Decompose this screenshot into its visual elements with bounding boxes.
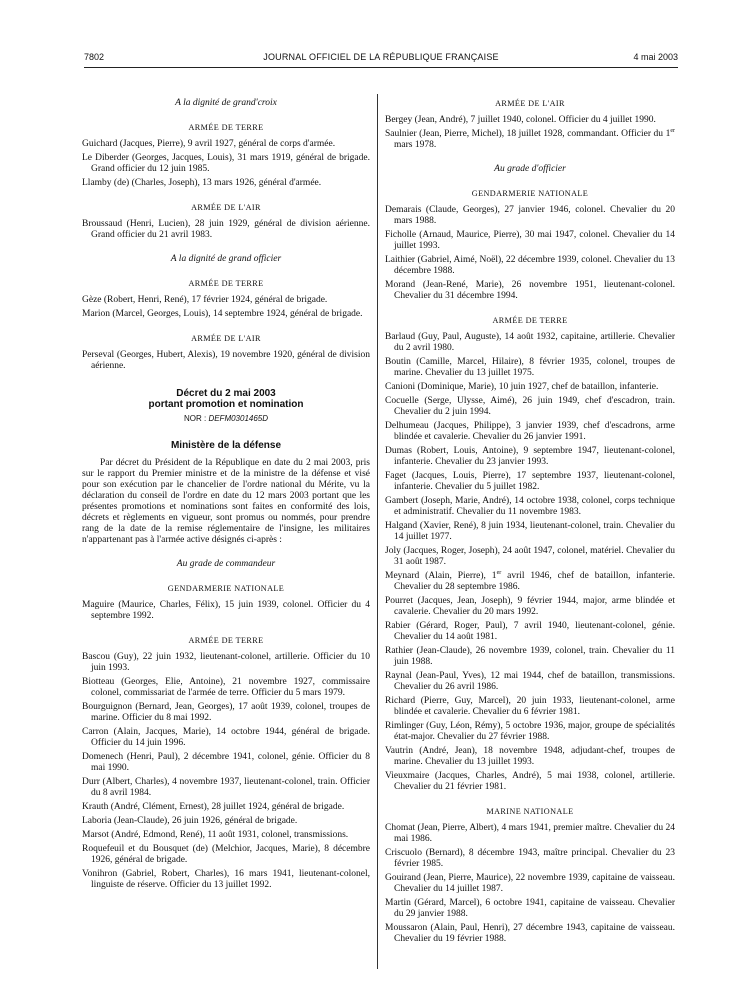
entry-list xyxy=(82,350,370,372)
entry-text: avril 1946, chef de bataillon, infanterie. Chevalier du 28 septembre 1986. xyxy=(394,571,675,592)
list-item: Halgand (Xavier, René), 8 juin 1934, lieutenant-colonel, train. Chevalier du 14 juillet 1977. xyxy=(385,521,675,542)
list-item: Boutin (Camille, Marcel, Hilaire), 8 février 1935, colonel, troupes de marine. Chevalier du 13 juillet 1975. xyxy=(385,357,675,378)
issue-date: 4 mai 2003 xyxy=(633,52,678,62)
section-title: ARMÉE DE TERRE xyxy=(188,279,264,288)
section-title: ARMÉE DE TERRE xyxy=(188,123,264,132)
commandeur-heading: Au grade de commandeur xyxy=(176,559,276,569)
entry-text: mars 1978. xyxy=(394,140,437,150)
list-item: Gouirand (Jean, Pierre, Maurice), 22 novembre 1939, capitaine de vaisseau. Chevalier du 14 juillet 1987. xyxy=(385,873,675,894)
ministry-heading: Ministère de la défense xyxy=(170,440,282,451)
page-header xyxy=(84,52,678,66)
list-item: Llamby (de) (Charles, Joseph), 13 mars 1926, général d'armée. xyxy=(82,178,322,188)
list-item: Cocuelle (Serge, Ulysse, Aimé), 26 juin 1949, chef d'escadron, train. Chevalier du 2 juin 1994. xyxy=(385,396,675,417)
nor-code: DEFM0301465D xyxy=(208,414,269,423)
section-title: MARINE NATIONALE xyxy=(486,807,574,816)
entry-list xyxy=(82,295,370,320)
list-item: Richard (Pierre, Guy, Marcel), 20 juin 1933, lieutenant-colonel, arme blindée et cavalerie. Chevalier du 6 février 1981. xyxy=(385,696,675,717)
list-item: Martin (Gérard, Marcel), 6 octobre 1941, capitaine de vaisseau. Chevalier du 29 janvier 1988. xyxy=(385,898,675,919)
list-item: Le Diberder (Georges, Jacques, Louis), 31 mars 1919, général de brigade. Grand officier du 12 juin 1985. xyxy=(82,153,370,174)
superscript: er xyxy=(496,569,502,576)
list-item: Rabier (Gérard, Roger, Paul), 7 avril 1940, lieutenant-colonel, génie. Chevalier du 14 août 1981. xyxy=(385,621,675,642)
list-item: Raynal (Jean-Paul, Yves), 12 mai 1944, chef de bataillon, transmissions. Chevalier du 26 avril 1986. xyxy=(385,671,675,692)
nor-reference xyxy=(82,413,370,424)
decree-intro: Par décret du Président de la République en date du 2 mai 2003, pris sur le rapport du Premier ministre et de la ministre de la défense et visé pour son exécution par le chancelier de l'ordre national du Mérite, vu la déclaration du conseil de l'ordre en date du 12 mars 2003 portant que les présentes promotions et nominations sont faites en conformité des lois, décrets et règlements en vigueur, sont promus ou nommés, pour prendre rang de la date de la remise réglementaire de l'insigne, les militaires n'appartenant pas à l'armée active désignés ci-après : xyxy=(82,458,370,545)
list-item: Bourguignon (Bernard, Jean, Georges), 17 août 1939, colonel, troupes de marine. Officier du 8 mai 1992. xyxy=(82,702,370,723)
list-item: Moussaron (Alain, Paul, Henri), 27 décembre 1943, capitaine de vaisseau. Chevalier du 19 février 1988. xyxy=(385,923,675,944)
header-rule xyxy=(84,67,678,68)
list-item: Laboria (Jean-Claude), 26 juin 1926, général de brigade. xyxy=(82,816,298,826)
column-divider xyxy=(377,94,378,969)
list-item: Durr (Albert, Charles), 4 novembre 1937, lieutenant-colonel, train. Officier du 8 avril 1984. xyxy=(82,777,370,798)
list-item: Dumas (Robert, Louis, Antoine), 9 septembre 1947, lieutenant-colonel, infanterie. Chevalier du 23 janvier 1993. xyxy=(385,446,675,467)
list-item: Laithier (Gabriel, Aimé, Noël), 22 décembre 1939, colonel. Chevalier du 13 décembre 1988. xyxy=(385,255,675,276)
list-item: Morand (Jean-René, Marie), 26 novembre 1951, lieutenant-colonel. Chevalier du 31 décembre 1994. xyxy=(385,280,675,301)
nor-label: NOR : xyxy=(183,414,207,423)
journal-title: JOURNAL OFFICIEL DE LA RÉPUBLIQUE FRANÇAISE xyxy=(263,52,499,62)
list-item: Joly (Jacques, Roger, Joseph), 24 août 1947, colonel, matériel. Chevalier du 31 août 1987. xyxy=(385,546,675,567)
entry-list xyxy=(385,115,675,151)
list-item: Vieuxmaire (Jacques, Charles, André), 5 mai 1938, colonel, artillerie. Chevalier du 21 février 1981. xyxy=(385,771,675,792)
list-item: Gèze (Robert, Henri, René), 17 février 1924, général de brigade. xyxy=(82,295,328,305)
section-title: ARMÉE DE TERRE xyxy=(492,316,568,325)
list-item: Gambert (Joseph, Marie, André), 14 octobre 1938, colonel, corps technique et administratif. Chevalier du 11 novembre 1983. xyxy=(385,496,675,517)
list-item: Chomat (Jean, Pierre, Albert), 4 mars 1941, premier maître. Chevalier du 24 mai 1986. xyxy=(385,823,675,844)
list-item: Marsot (André, Edmond, René), 11 août 1931, colonel, transmissions. xyxy=(82,830,349,840)
list-item: Barlaud (Guy, Paul, Auguste), 14 août 1932, capitaine, artillerie. Chevalier du 2 avril 1980. xyxy=(385,332,675,353)
list-item xyxy=(385,129,675,151)
list-item: Maguire (Maurice, Charles, Félix), 15 juin 1939, colonel. Officier du 4 septembre 1992. xyxy=(82,600,370,621)
list-item: Roquefeuil et du Bousquet (de) (Melchior, Jacques, Marie), 8 décembre 1926, général de brigade. xyxy=(82,844,370,865)
list-item: Broussaud (Henri, Lucien), 28 juin 1929, général de division aérienne. Grand officier du 21 avril 1983. xyxy=(82,219,370,240)
list-item: Canioni (Dominique, Marie), 10 juin 1927, chef de bataillon, infanterie. xyxy=(385,382,659,392)
list-item: Bascou (Guy), 22 juin 1932, lieutenant-colonel, artillerie. Officier du 10 juin 1993. xyxy=(82,652,370,673)
list-item: Marion (Marcel, Georges, Louis), 14 septembre 1924, général de brigade. xyxy=(82,309,363,319)
list-item: Ficholle (Arnaud, Maurice, Pierre), 30 mai 1947, colonel. Chevalier du 14 juillet 1993. xyxy=(385,230,675,251)
decree-subtitle: portant promotion et nomination xyxy=(148,399,304,410)
entry-list xyxy=(385,332,675,793)
list-item: Rathier (Jean-Claude), 26 novembre 1939, colonel, train. Chevalier du 11 juin 1988. xyxy=(385,646,675,667)
list-item: Vonihron (Gabriel, Robert, Charles), 16 mars 1941, lieutenant-colonel, linguiste de réserve. Officier du 13 juillet 1992. xyxy=(82,869,370,890)
list-item: Faget (Jacques, Louis, Pierre), 17 septembre 1937, lieutenant-colonel, infanterie. Chevalier du 5 juillet 1982. xyxy=(385,471,675,492)
section-title: GENDARMERIE NATIONALE xyxy=(471,189,589,198)
list-item: Rimlinger (Guy, Léon, Rémy), 5 octobre 1936, major, groupe de spécialités état-major. Chevalier du 27 février 1988. xyxy=(385,721,675,742)
list-item: Criscuolo (Bernard), 8 décembre 1943, maître principal. Chevalier du 23 février 1985. xyxy=(385,848,675,869)
entry-list xyxy=(82,139,370,189)
left-column xyxy=(82,98,370,894)
page-number: 7802 xyxy=(84,52,105,62)
list-item: Delhumeau (Jacques, Philippe), 3 janvier 1939, chef d'escadrons, arme blindée et cavalerie. Chevalier du 26 janvier 1991. xyxy=(385,421,675,442)
section-title: ARMÉE DE TERRE xyxy=(188,636,264,645)
superscript: er xyxy=(670,127,675,134)
section-title: ARMÉE DE L'AIR xyxy=(191,203,261,212)
entry-text: Saulnier (Jean, Pierre, Michel), 18 juillet 1928, commandant. Officier du 1 xyxy=(385,129,671,139)
right-column xyxy=(385,98,675,948)
list-item: Pourret (Jacques, Jean, Joseph), 9 février 1944, major, arme blindée et cavalerie. Chevalier du 20 mars 1992. xyxy=(385,596,675,617)
entry-list xyxy=(385,823,675,945)
list-item: Carron (Alain, Jacques, Marie), 14 octobre 1944, général de brigade. Officier du 14 juin 1996. xyxy=(82,727,370,748)
decree-title: Décret du 2 mai 2003 xyxy=(176,388,276,399)
list-item: Demarais (Claude, Georges), 27 janvier 1946, colonel. Chevalier du 20 mars 1988. xyxy=(385,205,675,226)
grand-croix-heading: A la dignité de grand'croix xyxy=(175,98,277,108)
grand-officier-heading: A la dignité de grand officier xyxy=(170,254,282,264)
entry-list xyxy=(82,652,370,891)
list-item: Krauth (André, Clément, Ernest), 28 juillet 1924, général de brigade. xyxy=(82,802,345,812)
officier-heading: Au grade d'officier xyxy=(494,164,566,174)
entry-list xyxy=(385,205,675,302)
entry-list xyxy=(82,600,370,622)
list-item: Guichard (Jacques, Pierre), 9 avril 1927, général de corps d'armée. xyxy=(82,139,336,149)
list-item: Bergey (Jean, André), 7 juillet 1940, colonel. Officier du 4 juillet 1990. xyxy=(385,115,656,125)
entry-list xyxy=(82,219,370,241)
list-item: Perseval (Georges, Hubert, Alexis), 19 novembre 1920, général de division aérienne. xyxy=(82,350,370,371)
entry-text: Meynard (Alain, Pierre), 1 xyxy=(385,571,497,581)
list-item: Biotteau (Georges, Elie, Antoine), 21 novembre 1927, commissaire colonel, commissariat de l'armée de terre. Officier du 5 mars 1979. xyxy=(82,677,370,698)
section-title: ARMÉE DE L'AIR xyxy=(495,99,565,108)
list-item: Domenech (Henri, Paul), 2 décembre 1941, colonel, génie. Officier du 8 mai 1990. xyxy=(82,752,370,773)
section-title: GENDARMERIE NATIONALE xyxy=(167,584,285,593)
list-item xyxy=(385,571,675,593)
list-item: Vautrin (André, Jean), 18 novembre 1948, adjudant-chef, troupes de marine. Chevalier du 13 juillet 1993. xyxy=(385,746,675,767)
decree-block xyxy=(82,388,370,424)
section-title: ARMÉE DE L'AIR xyxy=(191,334,261,343)
